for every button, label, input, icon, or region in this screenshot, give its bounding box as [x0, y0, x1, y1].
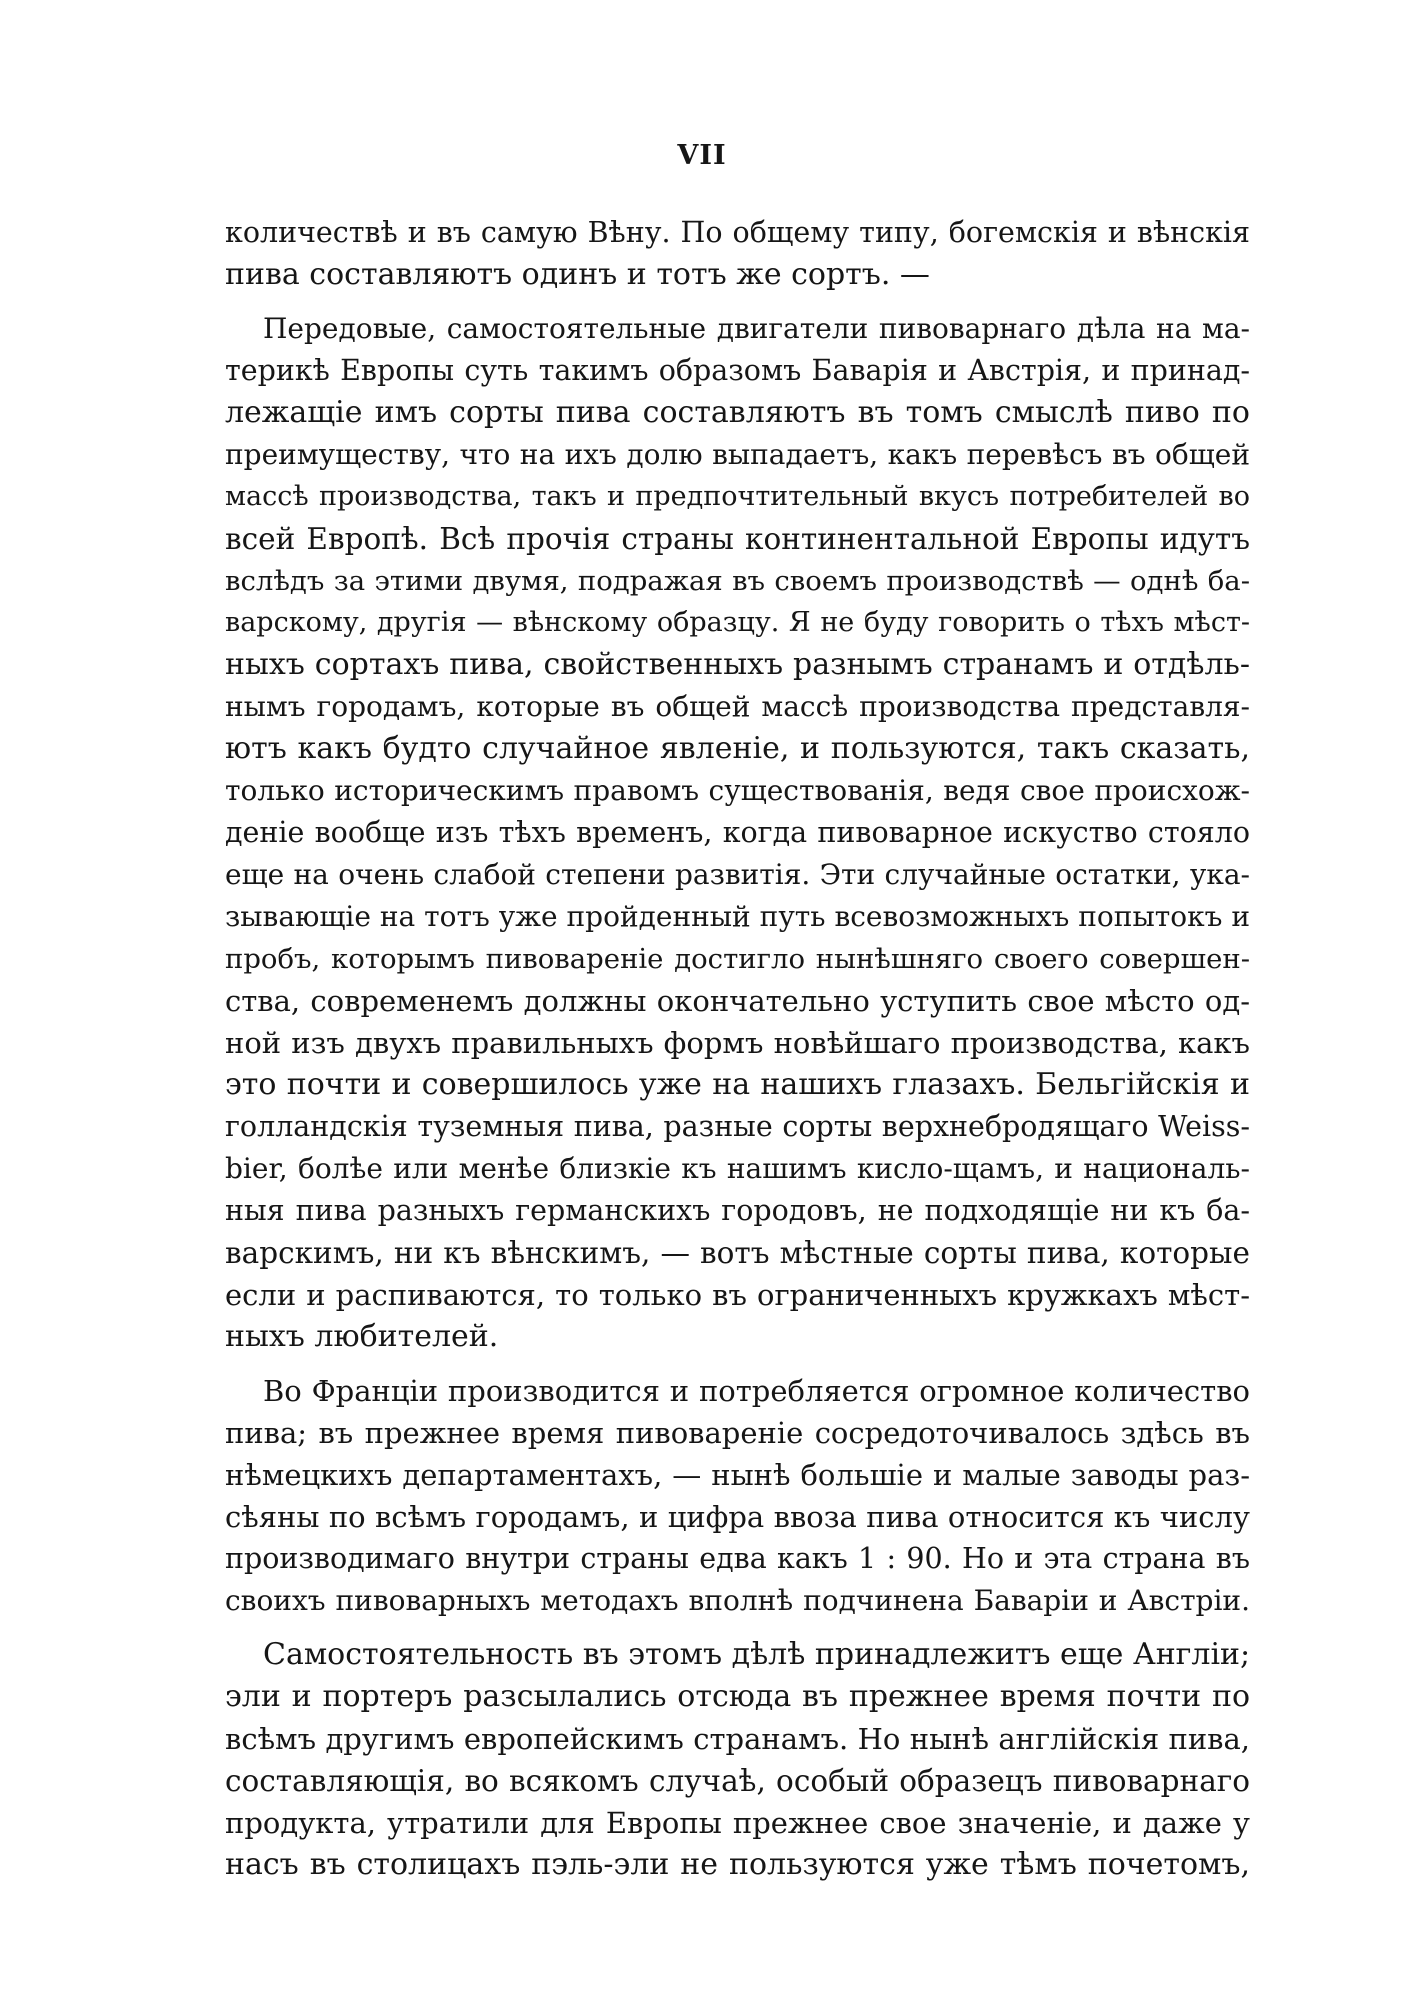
text-line: только историческимъ правомъ существованія, ведя свое происхож-: [225, 774, 1250, 807]
text-line: пробъ, которымъ пивовареніе достигло нынѣшняго своего совершен-: [225, 943, 1250, 975]
paragraph: [225, 212, 1250, 296]
text-line: преимуществу, что на ихъ долю выпадаетъ, какъ перевѣсъ въ общей: [225, 438, 1250, 471]
text-line: еще на очень слабой степени развитія. Эти случайные остатки, ука-: [225, 858, 1250, 891]
text-line: пива; въ прежнее время пивовареніе сосредоточивалось здѣсь въ: [225, 1416, 1250, 1450]
text-line: варскимъ, ни къ вѣнскимъ, — вотъ мѣстные сорты пива, которые: [225, 1236, 1250, 1270]
text-line: нѣмецкихъ департаментахъ, — нынѣ большіе и малые заводы раз-: [225, 1458, 1250, 1492]
text-line: всей Европѣ. Всѣ прочія страны континентальной Европы идутъ: [225, 522, 1250, 556]
text-line: всѣмъ другимъ европейскимъ странамъ. Но нынѣ англійскія пива,: [225, 1722, 1250, 1756]
text-line: деніе вообще изъ тѣхъ временъ, когда пивоварное искуство стояло: [225, 816, 1250, 849]
body-text: [225, 212, 1250, 1886]
text-line: производимаго внутри страны едва какъ 1 : 90. Но и эта страна въ: [225, 1542, 1250, 1575]
text-line: своихъ пивоварныхъ методахъ вполнѣ подчинена Баваріи и Австріи.: [225, 1584, 1250, 1617]
paragraph: [225, 1634, 1250, 1886]
text-line: Во Франціи производится и потребляется огромное количество: [263, 1374, 1250, 1408]
text-line: ства, современемъ должны окончательно уступить свое мѣсто од-: [225, 984, 1250, 1018]
text-line: продукта, утратили для Европы прежнее свое значеніе, и даже у: [225, 1806, 1250, 1840]
text-line: ной изъ двухъ правильныхъ формъ новѣйшаго производства, какъ: [225, 1026, 1250, 1060]
text-line: ныхъ сортахъ пива, свойственныхъ разнымъ странамъ и отдѣль-: [225, 647, 1250, 682]
text-line: если и распиваются, то только въ ограниченныхъ кружкахъ мѣст-: [225, 1278, 1250, 1312]
text-line: Самостоятельность въ этомъ дѣлѣ принадлежитъ еще Англіи;: [263, 1637, 1251, 1672]
text-line: ныя пива разныхъ германскихъ городовъ, не подходящіе ни къ ба-: [225, 1194, 1250, 1227]
text-line: нымъ городамъ, которые въ общей массѣ производства представля-: [225, 690, 1250, 723]
text-line: зывающіе на тотъ уже пройденный путь всевозможныхъ попытокъ и: [225, 900, 1250, 933]
text-line: сѣяны по всѣмъ городамъ, и цифра ввоза пива относится къ числу: [225, 1500, 1250, 1534]
paragraph: [225, 1370, 1250, 1622]
text-line: ныхъ любителей.: [225, 1319, 499, 1354]
text-line: это почти и совершилось уже на нашихъ глазахъ. Бельгійскія и: [225, 1067, 1250, 1102]
text-line: массѣ производства, такъ и предпочтительный вкусъ потребителей во: [225, 481, 1250, 512]
text-line: составляющія, во всякомъ случаѣ, особый образецъ пивоварнаго: [225, 1764, 1250, 1798]
text-line: пива составляютъ одинъ и тотъ же сортъ. —: [225, 257, 930, 292]
text-line: лежащіе имъ сорты пива составляютъ въ томъ смыслѣ пиво по: [225, 395, 1250, 430]
text-line: вслѣдъ за этими двумя, подражая въ своемъ производствѣ — однѣ ба-: [225, 565, 1250, 597]
text-line: эли и портеръ разсылались отсюда въ прежнее время почти по: [225, 1679, 1250, 1714]
text-line: варскому, другія — вѣнскому образцу. Я не буду говорить о тѣхъ мѣст-: [225, 607, 1250, 638]
text-line: насъ въ столицахъ пэль-эли не пользуются уже тѣмъ почетомъ,: [225, 1847, 1250, 1882]
text-line: Передовые, самостоятельные двигатели пивоварнаго дѣла на ма-: [263, 312, 1250, 345]
page-number: VII: [677, 140, 727, 171]
text-line: ютъ какъ будто случайное явленіе, и пользуются, такъ сказать,: [225, 731, 1250, 766]
text-line: терикѣ Европы суть такимъ образомъ Баварія и Австрія, и принад-: [225, 354, 1250, 387]
text-line: количествѣ и въ самую Вѣну. По общему типу, богемскія и вѣнскія: [225, 216, 1250, 249]
paragraph: [225, 308, 1250, 1358]
text-line: bier, болѣе или менѣе близкіе къ нашимъ кисло-щамъ, и националь-: [225, 1152, 1250, 1185]
text-line: голландскія туземныя пива, разные сорты верхнебродящаго Weiss-: [225, 1110, 1250, 1143]
